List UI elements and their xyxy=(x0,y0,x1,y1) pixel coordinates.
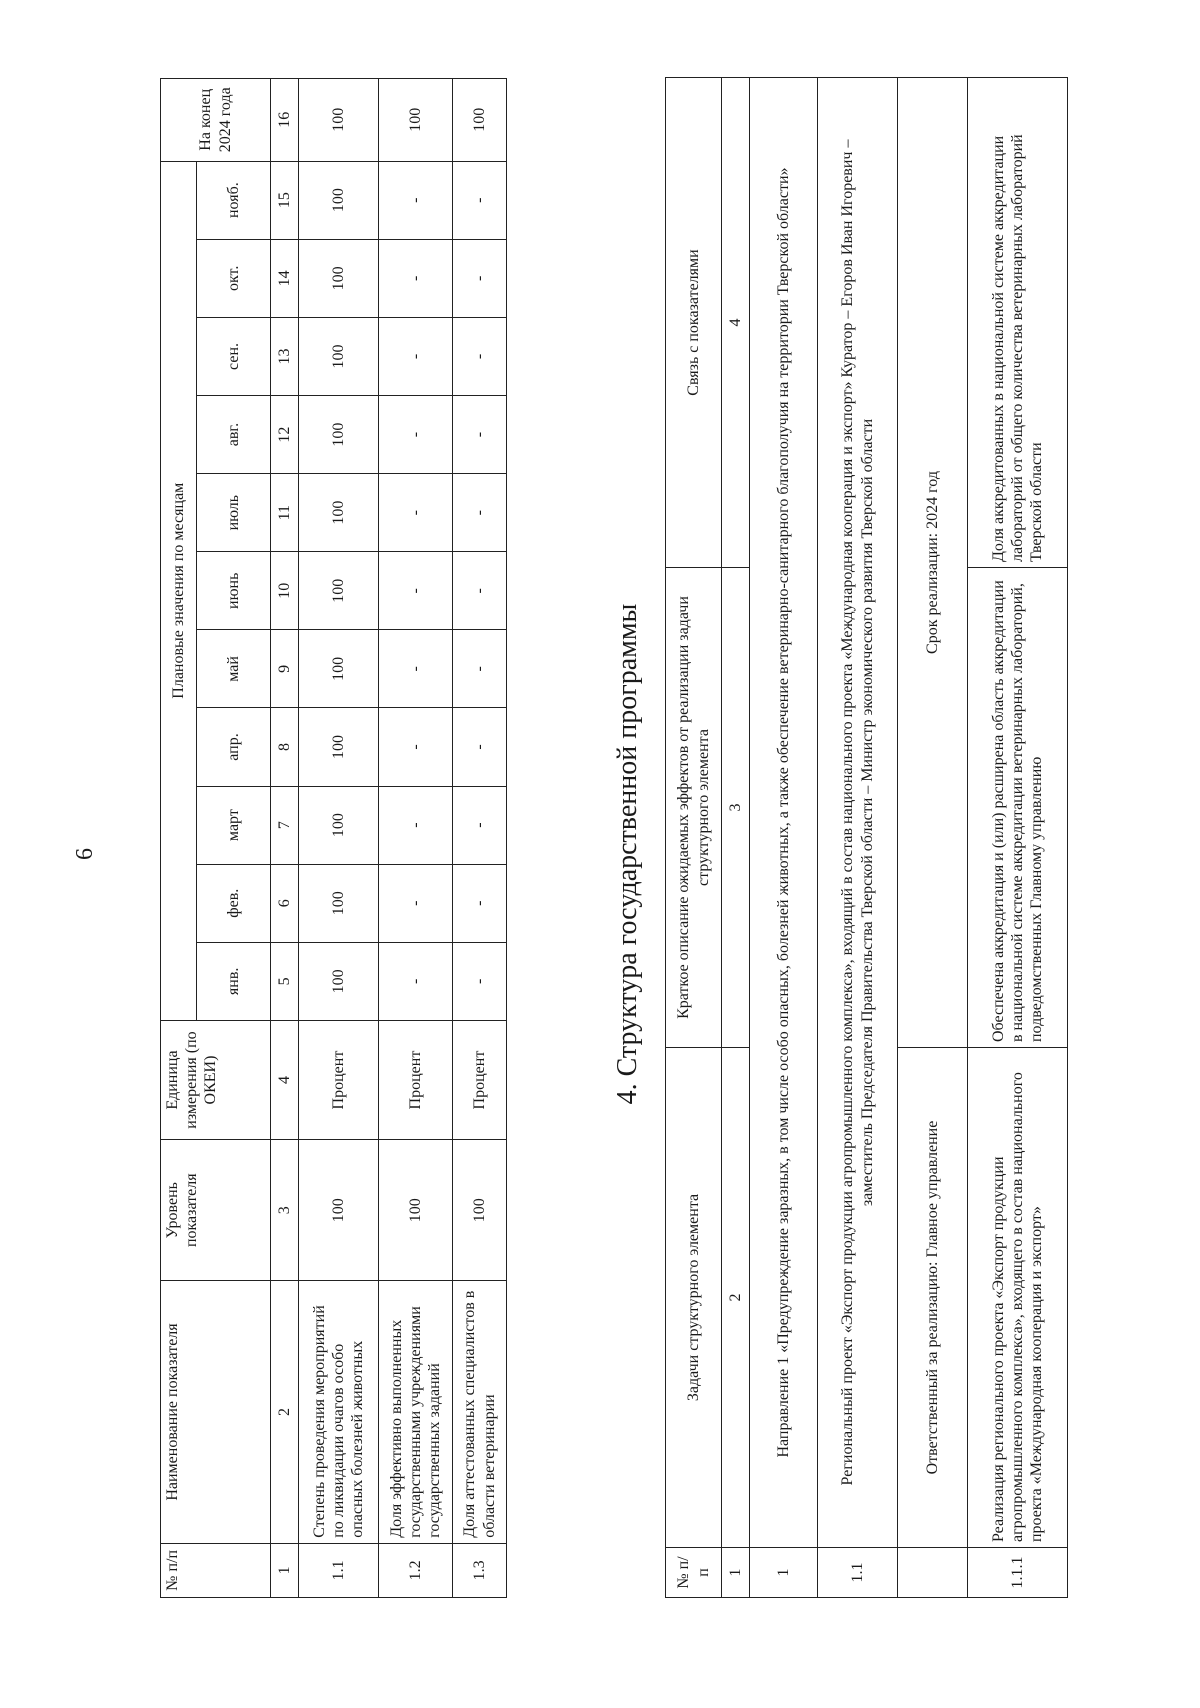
header-num: № п/п xyxy=(161,1543,271,1597)
header-effects: Краткое описание ожидаемых эффектов от реализации задачи структурного элемента xyxy=(666,568,722,1048)
month-value: - xyxy=(379,474,453,552)
month-value: 100 xyxy=(299,630,379,708)
month-value: 100 xyxy=(299,474,379,552)
col-number: 5 xyxy=(271,942,299,1020)
month-value: 100 xyxy=(299,552,379,630)
effect-text: Обеспечена аккредитация и (или) расширена область аккредитации в национальной системе аккредитации ветеринарных лабораторий, подведомственных Главному управлению xyxy=(968,568,1068,1048)
row-num: 1.1 xyxy=(818,1548,898,1598)
project-row xyxy=(818,78,898,1598)
indicator-name: Степень проведения мероприятий по ликвидации очагов особо опасных болезней животных xyxy=(299,1281,379,1544)
month-value: - xyxy=(379,786,453,864)
indicator-unit: Процент xyxy=(453,1020,507,1139)
indicator-level: 100 xyxy=(299,1140,379,1281)
col-number: 2 xyxy=(722,1048,750,1548)
month-value: 100 xyxy=(299,396,379,474)
col-number: 1 xyxy=(271,1543,299,1597)
table-row xyxy=(299,79,379,1598)
col-number: 4 xyxy=(271,1020,299,1139)
project-text: Региональный проект «Экспорт продукции агропромышленного комплекса», входящий в состав национального проекта «Международная кооперация и экспорт» Куратор – Егоров Иван Игоревич – заместитель Председателя Правительства Тверской области – Министр экономического развития Тверской области xyxy=(818,78,898,1548)
term-text: Срок реализации: 2024 год xyxy=(898,78,968,1048)
col-number: 3 xyxy=(271,1140,299,1281)
row-num: 1 xyxy=(750,1548,818,1598)
header-unit: Единица измерения (по ОКЕИ) xyxy=(161,1020,271,1139)
responsible-row xyxy=(898,78,968,1598)
col-number: 2 xyxy=(271,1281,299,1544)
row-num: 1.2 xyxy=(379,1543,453,1597)
col-number: 7 xyxy=(271,786,299,864)
row-num: 1.1 xyxy=(299,1543,379,1597)
responsible-text: Ответственный за реализацию: Главное управление xyxy=(898,1048,968,1548)
month-value: 100 xyxy=(299,161,379,239)
header-name: Наименование показателя xyxy=(161,1281,271,1544)
indicator-unit: Процент xyxy=(299,1020,379,1139)
col-number: 1 xyxy=(722,1548,750,1598)
page-number: 6 xyxy=(72,848,98,860)
month-header: фев. xyxy=(197,864,271,942)
month-value: - xyxy=(453,239,507,317)
month-value: - xyxy=(379,239,453,317)
table-row xyxy=(379,79,453,1598)
month-value: 100 xyxy=(299,708,379,786)
month-value: - xyxy=(453,317,507,395)
link-text: Доля аккредитованных в национальной системе аккредитации лабораторий от общего количества ветеринарных лабораторий Тверской области xyxy=(968,78,1068,568)
indicator-level: 100 xyxy=(453,1140,507,1281)
col-number: 15 xyxy=(271,161,299,239)
column-numbers-row xyxy=(722,78,750,1598)
structure-table xyxy=(665,77,1068,1598)
month-value: 100 xyxy=(299,317,379,395)
task-text: Реализация регионального проекта «Экспорт продукции агропромышленного комплекса», входящего в состав национального проекта «Международная кооперация и экспорт» xyxy=(968,1048,1068,1548)
section-title: 4. Структура государственной программы xyxy=(612,603,643,1105)
month-value: - xyxy=(453,864,507,942)
row-num: 1.1.1 xyxy=(968,1548,1068,1598)
col-number: 8 xyxy=(271,708,299,786)
month-value: - xyxy=(379,396,453,474)
month-value: - xyxy=(453,786,507,864)
col-number: 3 xyxy=(722,568,750,1048)
indicator-unit: Процент xyxy=(379,1020,453,1139)
month-value: - xyxy=(379,317,453,395)
month-value: - xyxy=(453,708,507,786)
month-value: - xyxy=(379,161,453,239)
header-end: На конец 2024 года xyxy=(161,79,271,162)
col-number: 6 xyxy=(271,864,299,942)
month-value: 100 xyxy=(299,942,379,1020)
end-value: 100 xyxy=(299,79,379,162)
col-number: 9 xyxy=(271,630,299,708)
indicator-name: Доля эффективно выполненных государственными учреждениями государственных заданий xyxy=(379,1281,453,1544)
month-header: апр. xyxy=(197,708,271,786)
direction-row xyxy=(750,78,818,1598)
task-row xyxy=(968,78,1068,1598)
header-link: Связь с показателями xyxy=(666,78,722,568)
month-header: янв. xyxy=(197,942,271,1020)
header-level: Уровень показателя xyxy=(161,1140,271,1281)
indicators-table xyxy=(160,78,507,1598)
month-value: - xyxy=(453,161,507,239)
column-numbers-row xyxy=(271,79,299,1598)
col-number: 13 xyxy=(271,317,299,395)
month-header: июль xyxy=(197,474,271,552)
header-tasks: Задачи структурного элемента xyxy=(666,1048,722,1548)
month-value: 100 xyxy=(299,239,379,317)
month-value: 100 xyxy=(299,786,379,864)
month-value: - xyxy=(379,864,453,942)
month-header: окт. xyxy=(197,239,271,317)
month-value: - xyxy=(453,942,507,1020)
month-value: - xyxy=(453,630,507,708)
month-value: - xyxy=(453,552,507,630)
month-value: - xyxy=(379,942,453,1020)
month-header: май xyxy=(197,630,271,708)
col-number: 16 xyxy=(271,79,299,162)
end-value: 100 xyxy=(379,79,453,162)
month-header: сен. xyxy=(197,317,271,395)
month-value: - xyxy=(453,396,507,474)
indicator-level: 100 xyxy=(379,1140,453,1281)
month-value: - xyxy=(453,474,507,552)
row-num: 1.3 xyxy=(453,1543,507,1597)
month-header: март xyxy=(197,786,271,864)
end-value: 100 xyxy=(453,79,507,162)
direction-text: Направление 1 «Предупреждение заразных, в том числе особо опасных, болезней животных, а также обеспечение ветеринарно-санитарного благополучия на территории Тверской области» xyxy=(750,78,818,1548)
month-value: 100 xyxy=(299,864,379,942)
header-plan: Плановые значения по месяцам xyxy=(161,161,197,1020)
col-number: 12 xyxy=(271,396,299,474)
month-header: нояб. xyxy=(197,161,271,239)
month-header: июнь xyxy=(197,552,271,630)
col-number: 4 xyxy=(722,78,750,568)
col-number: 10 xyxy=(271,552,299,630)
month-header: авг. xyxy=(197,396,271,474)
table-row xyxy=(453,79,507,1598)
month-value: - xyxy=(379,708,453,786)
col-number: 11 xyxy=(271,474,299,552)
indicator-name: Доля аттестованных специалистов в области ветеринарии xyxy=(453,1281,507,1544)
month-value: - xyxy=(379,630,453,708)
col-number: 14 xyxy=(271,239,299,317)
month-value: - xyxy=(379,552,453,630)
header-num: № п/п xyxy=(666,1548,722,1598)
